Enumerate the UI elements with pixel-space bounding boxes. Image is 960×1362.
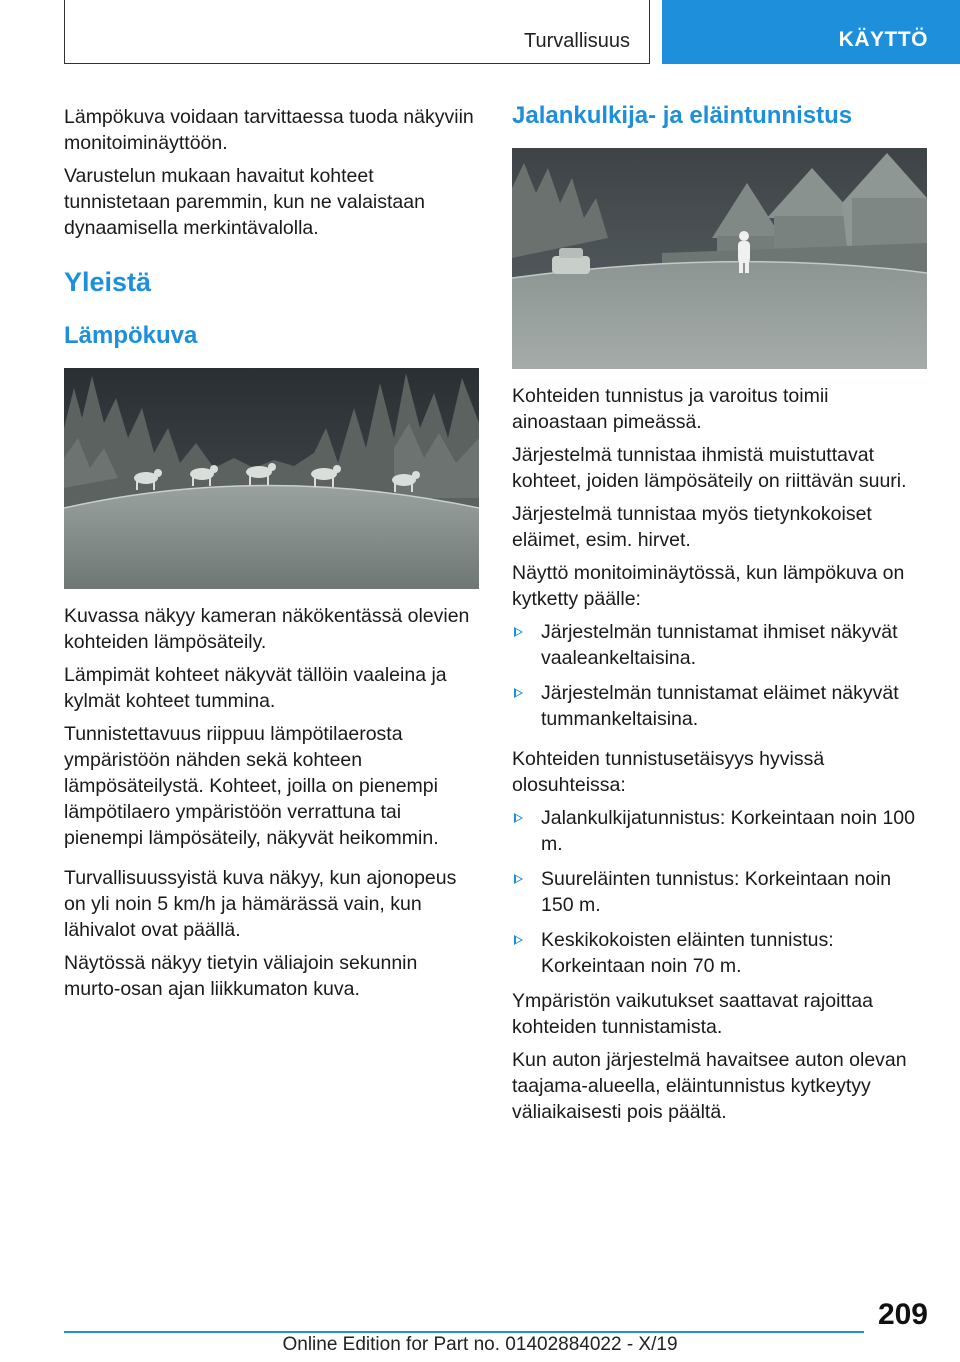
paragraph: Turvallisuussyistä kuva näkyy, kun ajonopeus on yli noin 5 km/h ja hämärässä vain, kun lähivalot ovat päällä. (64, 867, 457, 941)
paragraph: Kun auton järjestelmä havaitsee auton olevan taajama-alueella, eläintunnistus kytkeytyy väliaikaisesti pois päältä. (512, 1049, 907, 1123)
footer-edition-link[interactable]: Online Edition for Part no. 01402884022 - X/19 (282, 1334, 678, 1355)
section-title: Turvallisuus (524, 30, 630, 52)
right-column (512, 104, 927, 1132)
heading-pedestrian-animal-detection: Jalankulkija- ja eläintunnistus (512, 102, 853, 129)
heading-general: Yleistä (64, 267, 152, 297)
triangle-bullet-icon (514, 935, 523, 945)
triangle-bullet-icon (514, 874, 523, 884)
detection-range-list (512, 805, 927, 979)
page-number: 209 (877, 1298, 928, 1331)
heading-thermal-image: Lämpökuva (64, 322, 198, 349)
list-item: Suureläinten tunnistus: Korkeintaan noin 150 m. (512, 866, 927, 918)
paragraph: Ympäristön vaikutukset saattavat rajoittaa kohteiden tunnistamista. (512, 990, 873, 1038)
thermal-image-animals-figure (64, 368, 479, 589)
list-item: Järjestelmän tunnistamat eläimet näkyvät tummankeltaisina. (512, 680, 927, 732)
paragraph: Tunnistettavuus riippuu lämpötilaerosta ympäristöön nähden sekä kohteen lämpösäteilystä. Kohteet, joilla on pienempi lämpötilaero ympäristöön verrattuna tai pienempi lämpösäteily, näkyvät heikommin. (64, 723, 439, 849)
triangle-bullet-icon (514, 688, 523, 698)
paragraph: Näytössä näkyy tietyin väliajoin sekunnin murto-osan ajan liikkumaton kuva. (64, 952, 418, 1000)
list-item: Keskikokoisten eläinten tunnistus: Korkeintaan noin 70 m. (512, 927, 927, 979)
list-item: Jalankulkijatunnistus: Korkeintaan noin 100 m. (512, 805, 927, 857)
chapter-tab[interactable]: KÄYTTÖ (662, 0, 960, 64)
paragraph: Näyttö monitoiminäytössä, kun lämpökuva on kytketty päälle: (512, 562, 905, 610)
triangle-bullet-icon (514, 813, 523, 823)
display-color-list (512, 619, 927, 732)
pedestrian-detection-figure (512, 148, 927, 369)
paragraph: Kohteiden tunnistus ja varoitus toimii ainoastaan pimeässä. (512, 385, 829, 433)
paragraph: Kuvassa näkyy kameran näkökentässä olevien kohteiden lämpösäteily. (64, 605, 470, 653)
paragraph: Lämpökuva voidaan tarvittaessa tuoda näkyviin monitoiminäyttöön. (64, 106, 474, 154)
paragraph: Järjestelmä tunnistaa ihmistä muistuttavat kohteet, joiden lämpösäteily on riittävän suuri. (512, 444, 907, 492)
list-item: Järjestelmän tunnistamat ihmiset näkyvät vaaleankeltaisina. (512, 619, 927, 671)
paragraph: Kohteiden tunnistusetäisyys hyvissä olosuhteissa: (512, 748, 825, 796)
paragraph: Varustelun mukaan havaitut kohteet tunnistetaan paremmin, kun ne valaistaan dynaamisella merkintävalolla. (64, 165, 425, 239)
paragraph: Lämpimät kohteet näkyvät tällöin vaaleina ja kylmät kohteet tummina. (64, 664, 447, 712)
footer-divider (64, 1331, 864, 1333)
paragraph: Järjestelmä tunnistaa myös tietynkokoiset eläimet, esim. hirvet. (512, 503, 872, 551)
triangle-bullet-icon (514, 627, 523, 637)
left-column (64, 104, 479, 1009)
